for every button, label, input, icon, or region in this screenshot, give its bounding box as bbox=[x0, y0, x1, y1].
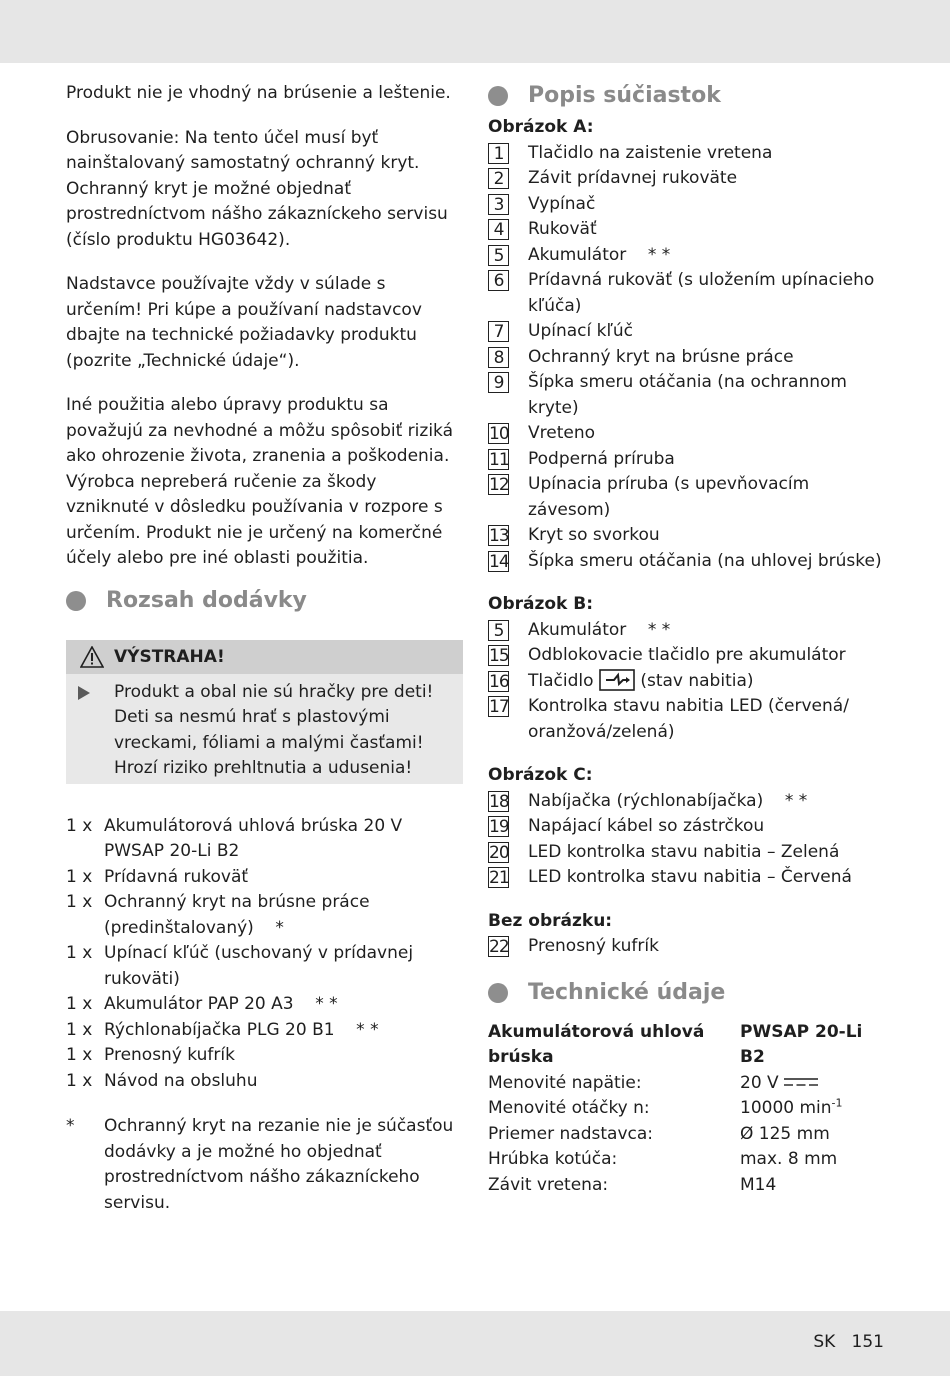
spec-table bbox=[488, 1020, 888, 1199]
list-item: 5 Akumulátor * * bbox=[488, 243, 888, 269]
list-item: 22 Prenosný kufrík bbox=[489, 936, 659, 957]
footer-band bbox=[0, 1311, 950, 1376]
paragraph: Iné použitia alebo úpravy produktu sa považujú za nevhodné a môžu spôsobiť riziká ako ohrozenie života, zranenia a poškodenia. Výrobca nepreberá ručenie za škody vzniknuté v dôsledku používania v rozpore s určením. Produkt nie je určený na komerčné účely alebo pre iné oblasti použitia. bbox=[66, 395, 454, 568]
list-item: 7 Upínací kľúč bbox=[488, 319, 888, 345]
header-band bbox=[0, 0, 950, 63]
figure-a-parts bbox=[488, 141, 888, 575]
list-item: 5 Akumulátor * * bbox=[488, 618, 888, 644]
table-row: Priemer nadstavca: Ø 125 mm bbox=[488, 1123, 830, 1144]
list-item: 21 LED kontrolka stavu nabitia – Červená bbox=[489, 867, 852, 888]
paragraph: Produkt nie je vhodný na brúsenie a leštenie. bbox=[66, 83, 451, 103]
list-item: 19 Napájací kábel so zástrčkou bbox=[489, 816, 765, 837]
list-item: 15 Odblokovacie tlačidlo pre akumulátor bbox=[489, 645, 846, 666]
list-item: 9 Šípka smeru otáčania (na ochrannom kryte) bbox=[488, 370, 888, 421]
warning-header bbox=[66, 640, 463, 674]
list-item: 16 Tlačidlo (stav nabitia) bbox=[489, 670, 754, 692]
right-column bbox=[488, 81, 888, 1198]
table-row: Závit vretena: M14 bbox=[488, 1174, 777, 1195]
triangle-bullet-icon bbox=[78, 686, 90, 700]
list-item: 12 Upínacia príruba (s upevňovacím závesom) bbox=[489, 474, 810, 520]
list-item: 2 Závit prídavnej rukoväte bbox=[488, 166, 888, 192]
list-item: 14 Šípka smeru otáčania (na uhlovej brúske) bbox=[489, 550, 882, 572]
list-item: 1 x Návod na obsluhu bbox=[66, 1070, 258, 1091]
list-item: 1 Tlačidlo na zaistenie vretena bbox=[488, 141, 888, 167]
list-item: 1 x Prídavná rukoväť bbox=[66, 866, 249, 887]
no-figure-parts bbox=[488, 934, 888, 960]
warning-title: VÝSTRAHA! bbox=[114, 646, 225, 667]
table-row: Akumulátorová uhlová brúska PWSAP 20-Li B2 bbox=[488, 1021, 863, 1067]
figure-b-parts bbox=[488, 618, 888, 746]
list-item: 17 Kontrolka stavu nabitia LED (červená/ oranžová/zelená) bbox=[489, 696, 849, 742]
list-item: 11 Podperná príruba bbox=[489, 448, 675, 470]
supply-list bbox=[66, 814, 464, 1095]
direct-current-icon bbox=[784, 1077, 818, 1087]
list-item: 10 Vreteno bbox=[489, 423, 596, 444]
section-heading-tech: Technické údaje bbox=[488, 978, 888, 1008]
table-row: Hrúbka kotúča: max. 8 mm bbox=[488, 1149, 838, 1169]
section-heading-supply: Rozsah dodávky bbox=[66, 586, 464, 616]
figure-c-label: Obrázok C: bbox=[488, 765, 593, 785]
paragraph: Obrusovanie: Na tento účel musí byť nainštalovaný samostatný ochranný kryt. Ochranný kryt je možné objednať prostredníctvom nášho zákazníckeho servisu (číslo produktu HG03642). bbox=[66, 127, 448, 250]
list-item: 13 Kryt so svorkou bbox=[489, 525, 660, 546]
bullet-dot-icon bbox=[488, 983, 508, 1003]
footnote: * Ochranný kryt na rezanie nie je súčasťou dodávky a je možné ho objednať prostredníctvom nášho zákazníckeho servisu. bbox=[66, 1116, 454, 1213]
figure-c-parts bbox=[488, 789, 888, 891]
list-item: 20 LED kontrolka stavu nabitia – Zelená bbox=[489, 841, 840, 863]
section-heading-parts: Popis súčiastok bbox=[488, 81, 888, 111]
no-figure-label: Bez obrázku: bbox=[488, 910, 613, 931]
warning-box bbox=[66, 640, 463, 784]
warning-body bbox=[66, 674, 463, 784]
list-item: 8 Ochranný kryt na brúsne práce bbox=[488, 345, 888, 371]
list-item: 18 Nabíjačka (rýchlonabíjačka) * * bbox=[489, 790, 808, 812]
list-item: 1 x Akumulátorová uhlová brúska 20 V PWSAP 20-Li B2 bbox=[66, 815, 403, 861]
list-item: 3 Vypínač bbox=[488, 192, 888, 218]
figure-a-label: Obrázok A: bbox=[488, 117, 594, 137]
list-item: 6 Prídavná rukoväť (s uložením upínacieho kľúča) bbox=[488, 268, 888, 319]
bullet-dot-icon bbox=[66, 591, 86, 611]
list-item: 1 x Rýchlonabíjačka PLG 20 B1 * * bbox=[66, 1019, 379, 1040]
list-item: 1 x Upínací kľúč (uschovaný v prídavnej rukoväti) bbox=[66, 943, 414, 989]
bullet-dot-icon bbox=[488, 86, 508, 106]
list-item: 4 Rukoväť bbox=[488, 217, 888, 243]
table-row: Menovité otáčky n: 10000 $\min^{-1}$ bbox=[488, 1096, 843, 1118]
left-column bbox=[66, 81, 464, 1216]
list-item: 1 x Prenosný kufrík bbox=[66, 1045, 235, 1065]
page-number: SK 151 bbox=[813, 1332, 884, 1352]
battery-charge-icon bbox=[599, 669, 635, 691]
warning-text: Produkt a obal nie sú hračky pre deti! Deti sa nesmú hrať s plastovými vreckami, fóliami a malými časťami! Hrozí riziko prehltnutia a udusenia! bbox=[114, 681, 434, 778]
list-item: 1 x Ochranný kryt na brúsne práce (predinštalovaný) * bbox=[66, 892, 375, 938]
warning-triangle-icon bbox=[80, 646, 104, 668]
paragraph: Nadstavce používajte vždy v súlade s určením! Pri kúpe a používaní nadstavcov dbajte na technické požiadavky produktu (pozrite „Technické údaje“). bbox=[66, 274, 422, 371]
table-row: Menovité napätie: 20 V bbox=[488, 1071, 888, 1097]
figure-b-label: Obrázok B: bbox=[488, 594, 594, 614]
list-item: 1 x Akumulátor PAP 20 A3 * * bbox=[66, 994, 338, 1014]
